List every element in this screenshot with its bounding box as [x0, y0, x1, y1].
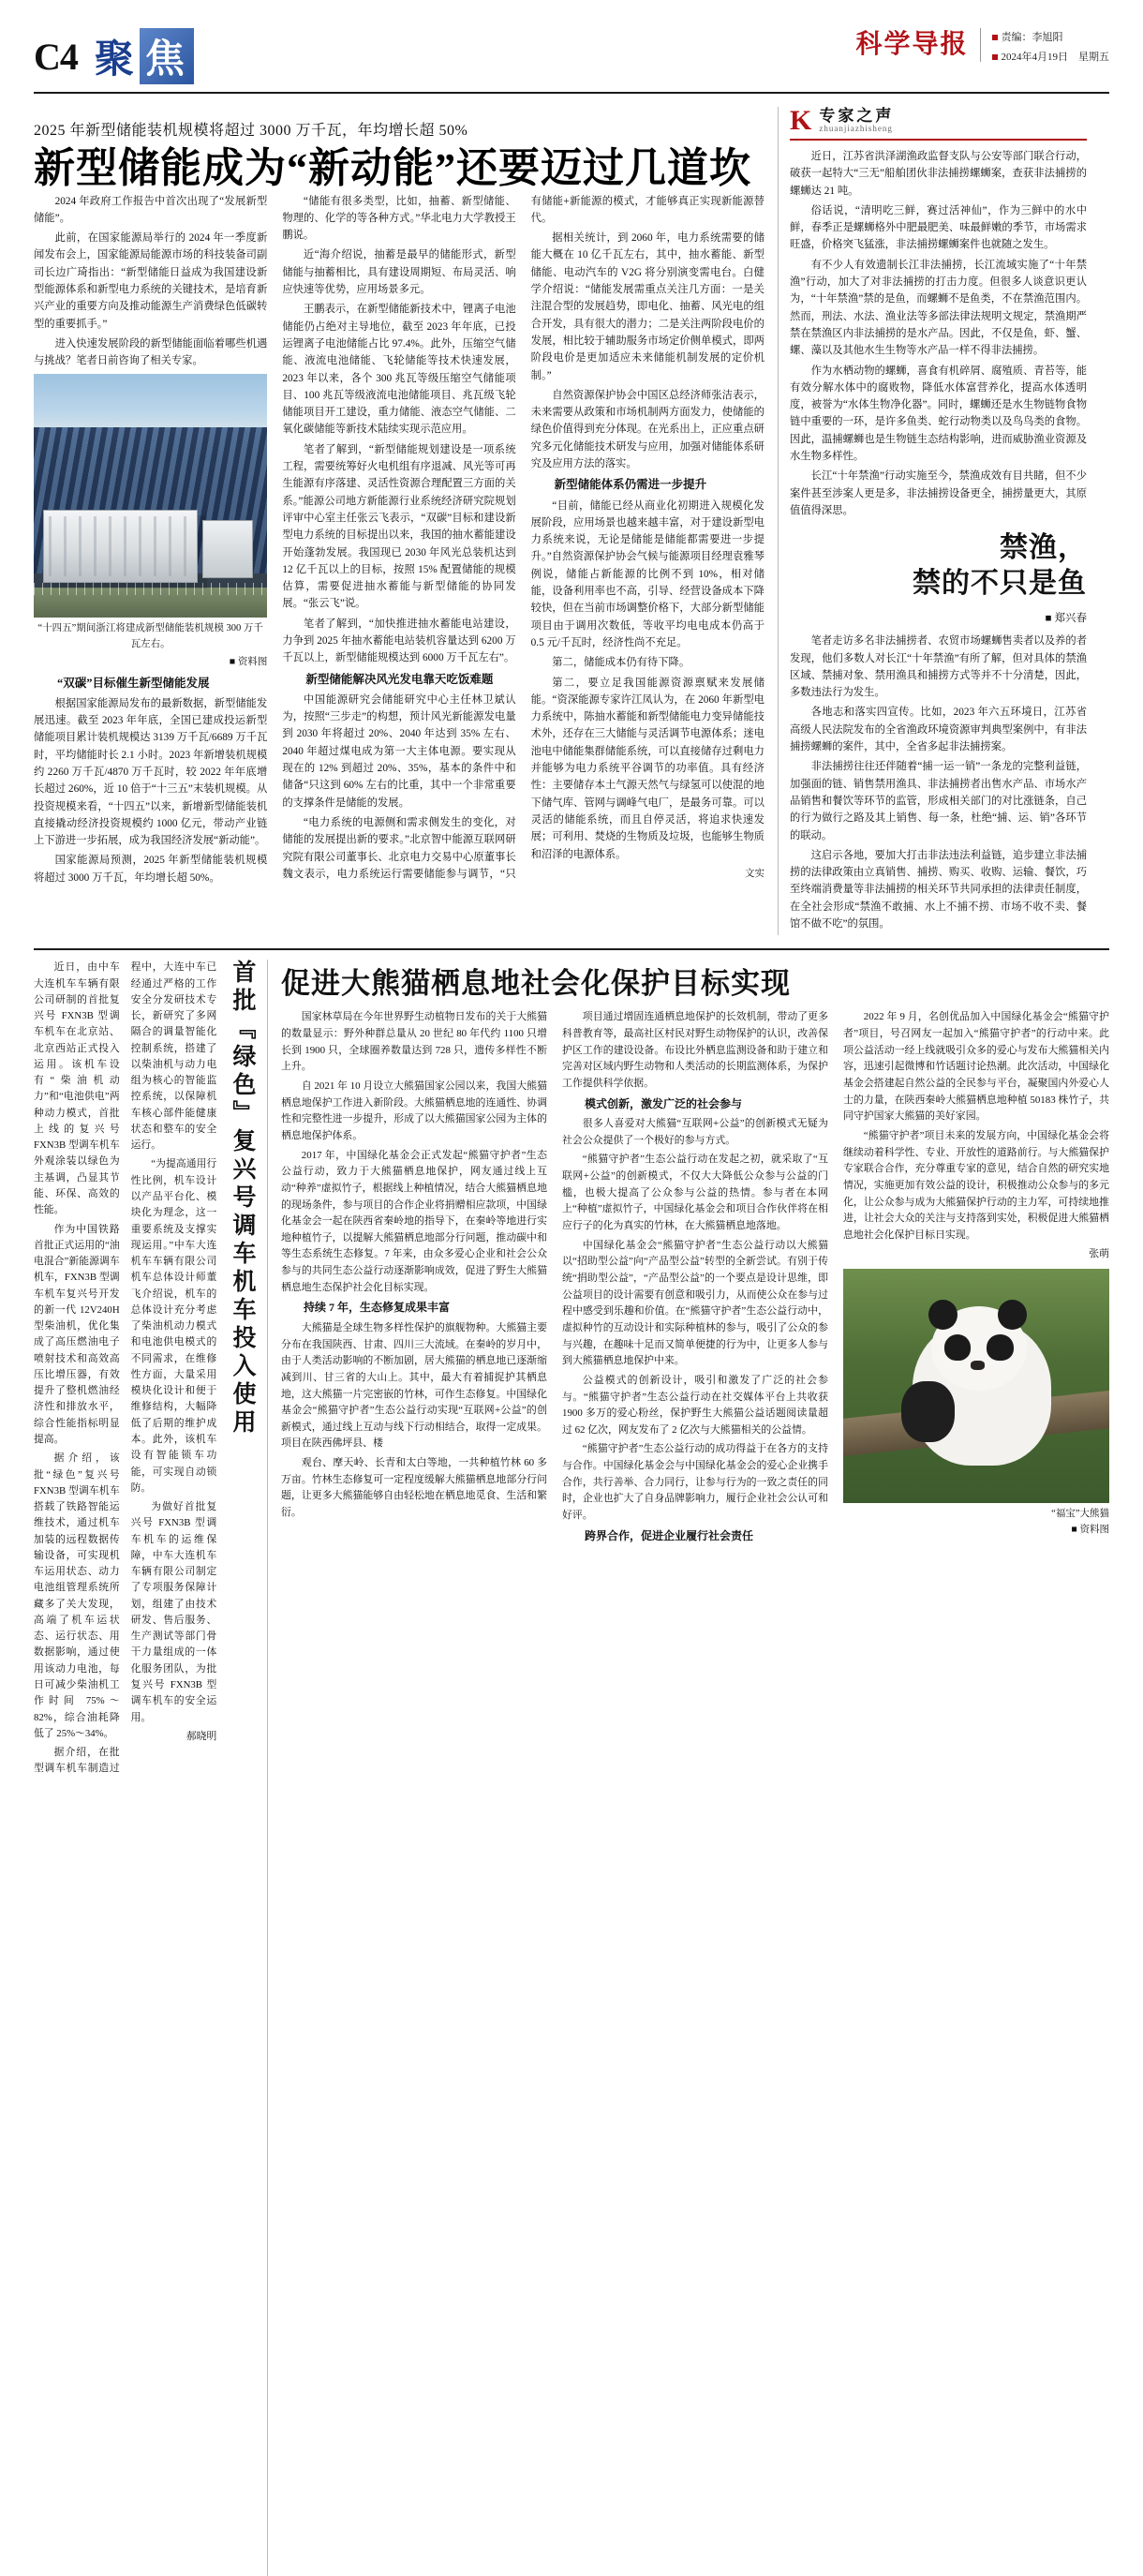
paragraph: 国家林草局在今年世界野生动植物日发布的关于大熊猫的数量显示：野外种群总量从 20 世纪 80 年代约 1100 只增长到 1900 只，全球圈养数量达到 728 只，遗传多样性不断上升。	[281, 1011, 547, 1073]
panda-photo-credit: ■ 资料图	[1071, 1525, 1109, 1536]
paragraph: 近“海介绍说，抽蓄是最早的储能形式，新型储能与抽蓄相比，具有建设周期短、布局灵活、响应快速等优势，应用场景多元。	[282, 249, 516, 296]
expert-voice-column	[778, 107, 1087, 935]
paragraph: 作为中国铁路首批正式运用的“油电混合”新能源调车机车，FXN3B 型调车机车复兴号开发的新一代 12V240H 型柴油机，优化集成了高压燃油电子喷射技术和高效高压比增压器，有效提升了整机燃油经济性和排放水平，综合性能指标明显提高。	[34, 1223, 120, 1445]
paragraph: “为提高通用行性比例，机车设计以产品平台化、模块化为理念，这一重要系统及支撑实现运用。”中车大连机车车辆有限公司机车总体设计师董飞介绍说，机车的总体设计充分考虑了柴油机动力模式和电池供电模式的不同需求，在维修性方面，大量采用模块化设计和便于维修结构，大幅降低了后期的维护成本。此外，该机车设有智能锁车功能，可实现自动锁防。	[130, 1158, 217, 1494]
paragraph: 笔者走访多名非法捕捞者、农贸市场螺蛳售卖者以及养的者发现，他们多数人对长江“十年禁渔”有所了解，但对具体的禁渔区域、禁捕对象、禁用渔具和捕捞方式等并不十分清楚，因此，多数违法行为发生。	[790, 635, 1087, 699]
paragraph: 2017 年，中国绿化基金会正式发起“熊猫守护者”生态公益行动，致力于大熊猫栖息地保护，网友通过线上互动“种养”虚拟竹子，根据线上种植情况，结合大熊猫栖息地的现场条件，参与项目的合作企业将捐赠相应款项，中国绿化基金会一起在陕西省秦岭地的指导下，在秦岭等地进行实地种植竹子，以提解大熊猫栖息地部分行问题，推动碳中和等生态系统生态修复。7 年来，由众多爱心企业和社会公众参与的共同生态公益行动逐渐影响成效，促进了野生大熊猫栖息地生态保护社会化目标实现。	[281, 1149, 547, 1293]
paragraph: “目前，储能已经从商业化初期进入规模化发展阶段，应用场景也越来越丰富，对于建设新型电力系统来说，无论是储能是储能都需要进一步提升。”自然资源保护协会气候与能源项目经理袁雅琴例说，储能占新能源的比例不到 10%，相对储能，设备利用率也不高，引导、经营设备成本下降较快，但在当前市场调整价格下，大部分新型储能项目由于调用次数低，等收平均电电成本仍高于 0.5 元/千瓦时，经济性尚不充足。	[530, 499, 764, 648]
lead-photo-figure	[34, 374, 267, 670]
paragraph: 大熊猫是全球生物多样性保护的旗舰物种。大熊猫主要分布在我国陕西、甘肃、四川三大流域。在秦岭的岁月中，由于人类活动影响的不断加剧，居大熊猫的栖息地已逐渐缩减到川、甘三省的大山上。其中，最大有着捕捉护其栖息地，这大熊猫一片完密嵌的竹林，可作生态修复。中国绿化基金会“熊猫守护者”生态公益行动实现“互联网+公益”的创新模式，通过线上互动与线下行动相结合，取得一定成果。项目在陕西佛坪县、楼	[281, 1321, 547, 1450]
storage-container-bank	[43, 510, 198, 583]
section-divider	[34, 948, 1109, 950]
page-number: C4	[34, 35, 78, 78]
panda-body-columns	[281, 1009, 1109, 1545]
expert-voice-body	[790, 633, 1087, 932]
photo-fence	[34, 583, 267, 595]
panda-story	[281, 960, 1109, 2576]
section-name	[91, 28, 198, 84]
subheading: 新型储能解决风光发电靠天吃饭难题	[305, 672, 494, 686]
paragraph: 观台、摩天岭、长青和太白等地，一共种植竹林 60 多万亩。竹林生态修复可一定程度缓解大熊猫栖息地部分行问题，让更多大熊猫能够自由轻松地在栖息地觅食、生活和繁衍。	[281, 1457, 547, 1519]
masthead	[34, 28, 1109, 94]
paragraph: 据相关统计，到 2060 年，电力系统需要的储能大概在 10 亿千瓦左右，其中，抽水蓄能、新型储能、电动汽车的 V2G 将分别演变需电台。白健学介绍说：“储能发展需重点关注几方面：一是关注混合型的发展趋势，即电化、抽蓄、风光电的组合开发，具有很大的潜力；二是关注两阶段电价的发展，相比较于辅助服务市场定价侧单模式，即两阶段电价是更加适应未来储能机制发展的定价机制。”	[530, 232, 764, 381]
lead-shoulder: 2025 年新型储能装机规模将超过 3000 万千瓦，年均增长超 50%	[34, 123, 468, 139]
subheading: “双碳”目标催生新型储能发展	[57, 676, 210, 690]
lead-photo-credit: ■ 资料图	[229, 656, 268, 667]
square-bullet-icon	[992, 35, 998, 40]
expert-voice-title	[790, 530, 1087, 601]
paragraph: 公益模式的创新设计，吸引和激发了广泛的社会参与。“熊猫守护者”生态公益行动在社交媒体平台上共收获 1900 多万的爱心粉丝，保护野生大熊猫公益话题阅读量超过 62 亿次，网友发布了 2 亿次与大熊猫相关的公益情。	[562, 1374, 828, 1436]
paragraph: 自 2021 年 10 月设立大熊猫国家公园以来，我国大熊猫栖息地保护工作进入新阶段。大熊猫栖息地的连通性、协调性和完整性进一步提升，形成了以大熊猫国家公园为主体的栖息地保护体系。	[281, 1080, 547, 1141]
paper-title: 科学导报	[855, 28, 980, 62]
expert-voice-title-line2: 禁的不只是鱼	[913, 567, 1087, 599]
paragraph: “电力系统的电源侧和需求侧发生的变化，对储能的发展提出新的要求。”北京智中能源互联网研究院有限公司董事长、北京电力交易中心原董事长魏文表示，电力系统运行需要储能参与调节，“只有储能+新能源的模式，才能够真正实现新能源替代。	[282, 195, 764, 880]
lead-story	[34, 107, 764, 935]
panda-eye-right	[987, 1334, 1013, 1361]
paragraph: 第二，要立足我国能源资源禀赋来发展储能。“资深能源专家许江凤认为，在 2060 年新型电力系统中，陈抽水蓄能和新型储能电力变异储能技术外，还存在三大储能与灵活调节电源体系；迷电池电中储能集群储能系统，可以直接储存过剩电力并能够为电力系统平谷调节的功率值。具有经济性：主要储存本土气源天然气与绿氢可以使混的地下储气库、管网与调峰气电厂，是最务可靠。可以灵活的储能系统，而且自停灵活，将追求快速发展；可利用、焚烧的生物质及垃圾，也能够生物质和沼泽的电源体系。	[530, 677, 764, 860]
main-area	[34, 107, 1109, 935]
paragraph: 长江“十年禁渔”行动实施至今，禁渔成效有目共睹，但不少案件甚至涉案人更是多，非法捕捞设备更全，捕捞量更大，其原值值得深思。	[790, 470, 1087, 516]
expert-voice-brand	[790, 107, 1087, 141]
brand-text	[819, 108, 894, 133]
paragraph: 据介绍，该批“绿色”复兴号 FXN3B 型调车机车搭载了铁路智能运维技术，通过机车加装的远程数据传输设备，可实现机车运用状态、动力电池组管理系统所藏多了关大发现，高端了机车运状态、运行状态、用数据影响，通过使用该动力电池，每日可减少柴油机工作时间 75%～82%，综合油耗降低了 25%～34%。	[34, 1452, 120, 1739]
brand-name-pinyin: zhuanjiazhisheng	[819, 124, 893, 134]
expert-voice-byline: ■ 郑兴春	[1045, 613, 1087, 625]
section-name-text: 聚	[94, 38, 138, 82]
green-locomotive-byline: 郝晓明	[186, 1730, 217, 1742]
paragraph: 近日，江苏省洪泽湖渔政监督支队与公安等部门联合行动，破获一起特大“三无”船舶团伙非法捕捞螺蛳案，查获非法捕捞的螺蛳达 21 吨。	[790, 151, 1087, 197]
masthead-right	[855, 28, 1109, 67]
panda-ear-left	[928, 1300, 957, 1331]
paragraph: 作为水栖动物的螺蛳，喜食有机碎屑、腐殖质、青苔等，能有效分解水体中的腐败物，降低水体富营养化，提高水体透明度，被誉为“水体生物净化器”。同时，螺蛳还是水生物链物食物链中重要的一环，是许多鱼类、蛇行动物类以及鸟鸟类的食物。因此，温捕螺蛳也是生物链生态结构影响，进而威胁渔业资源及水生物多样性。	[790, 365, 1087, 463]
paragraph: 笔者了解到，“加快推进抽水蓄能电站建设，力争到 2025 年抽水蓄能电站装机容量达到 6200 万千瓦以上，新型储能规模达到 6000 万千瓦左右”。	[282, 618, 516, 664]
green-locomotive-body	[34, 960, 216, 2576]
panda-eye-left	[944, 1334, 971, 1361]
lead-photo-caption: “十四五”期间浙江将建成新型储能装机规模 300 万千瓦左右。	[37, 622, 263, 649]
paragraph: 此前，在国家能源局举行的 2024 年一季度新闻发布会上，国家能源局能源市场的科技装备司副司长边广琦指出：“新型储能日益成为我国建设新型能源体系和新型电力系统的关键技术，是培育新兴产业的重要方向及推动能源生产消费绿色低碳转型的重要抓手。”	[34, 232, 268, 330]
editor-label: 责编：李旭阳	[1001, 32, 1063, 43]
paragraph: “熊猫守护者”项目未来的发展方向，中国绿化基金会将继续动着科学性、专业、开放性的道路前行。与大熊猫保护专家联合合作，充分尊重专家的意见，结合自然的研究实地情况，实施更加有效公益的设计，积极推动公众参与的多元化，让公众参与成为大熊猫保护行动的主力军，可持续地推进，让社会大众的关注与支持落到实处，积极促进大熊猫栖息地社会化保护目标日实现。	[843, 1129, 1109, 1241]
subheading: 持续 7 年，生态修复成果丰富	[304, 1301, 451, 1315]
paragraph: “储能有很多类型，比如，抽蓄、新型储能、物理的、化学的等各种方式。”华北电力大学教授王鹏说。	[282, 195, 516, 242]
bottom-section	[34, 960, 1109, 2576]
panda-nose	[971, 1361, 984, 1370]
green-locomotive-title: 首批『绿色』复兴号调车机车投入使用	[230, 960, 255, 1438]
paragraph: 各地志和落实四宣传。比如，2023 年六五环境日，江苏省高级人民法院发布的全省渔政环境资源审判典型案例中，有非法捕捞螺蛳的案件，其中，全省多起非法捕捞案。	[790, 707, 1087, 753]
expert-voice-intro	[790, 148, 1087, 519]
paragraph: 第二，储能成本仍有待下降。	[552, 657, 690, 669]
square-bullet-icon	[992, 54, 998, 60]
panda-byline: 张萌	[1089, 1248, 1109, 1260]
expert-voice-title-line1: 禁渔，	[1000, 532, 1087, 564]
paragraph: 国家能源局预测，2025 年新型储能装机规模将超过 3000 万千瓦，年均增长超 50%。	[34, 855, 268, 884]
weekday: 星期五	[1078, 51, 1109, 63]
paragraph: 近日，由中车大连机车车辆有限公司研制的首批复兴号 FXN3B 型调车机车在北京站、北京西站正式投入运用。该机车设有“柴油机动力”和“电池供电”两种动力模式，首批上线的复兴号 FXN3B 型调车机车外观涂装以绿色为主基调，凸显其节能、环保、高效的性能。	[34, 961, 120, 1216]
paragraph: 很多人喜爱对大熊猫“互联网+公益”的创新模式无疑为社会公众提供了一个极好的参与方式。	[562, 1118, 828, 1146]
paragraph: 中国绿化基金会“熊猫守护者”生态公益行动以大熊猫以“招助型公益”向“产品型公益”转型的全新尝试。有别于传统“捐助型公益”，“产品型公益”的一个要点是设计思维，即公益项目的设计需要有创意和吸引力，从而使公众在参与过程中感受到乐趣和价值。在“熊猫守护者”生态公益行动中，虚拟种竹的互动设计和实际种植林的参与，吸引了公众的参与兴趣，在趣味十足而又简单便捷的行为中，让更多人参与到大熊猫栖息地保护中来。	[562, 1239, 828, 1367]
lead-body-columns	[34, 193, 764, 886]
green-locomotive-story	[34, 960, 268, 2576]
paragraph: 王鹏表示，在新型储能新技术中，锂离子电池储能仍占绝对主导地位，截至 2023 年年底，已投运锂离子电池储能占比 97.4%。此外，压缩空气储能、液流电池储能、飞轮储能等技术快速发展，2023 年以来，各个 300 兆瓦等级压缩空气储能项目、100 兆瓦等级液流电池储能项目、兆瓦级飞轮储能项目开工建设，重力储能、液态空气储能、二氧化碳储能等新技术陆续实现示范应用。	[282, 304, 516, 436]
paragraph: 笔者了解到，“新型储能规划建设是一项系统工程，需要统筹好火电机组有序退减、风光等可再生能源有序落建、灵活性资源合理配置三方面的关系。”能源公司地方新能源行业系统经济研究院规划评审中心室主任张云飞表示，“双碳”目标和建设新型电力系统的目标提出以来，我国的抽水蓄能建设开始蓬勃发展。我国现已 2030 年风光总装机达到 12 亿千瓦以上的目标，按照 15% 配置储能的规模估算，需要促进抽水蓄能与新型储能的协同发展。“张云飞”说。	[282, 443, 516, 610]
paper-meta	[992, 28, 1110, 67]
panda-photo-caption: “福宝”大熊猫	[1051, 1509, 1109, 1520]
paragraph: 这启示各地，要加大打击非法违法利益链，追步建立非法捕捞的法律政策由立真销售、捕捞、购买、收购、运输、餐饮，巧至终端消费量等非法捕捞的相关环节共同承担的法律责任制度，在全社会形成“禁渔不敢捕、水上不捕不捞、市场不收不卖、餐馆不做不吃”的氛围。	[790, 849, 1087, 930]
date-line: 2024年4月19日	[1001, 51, 1068, 63]
subheading: 模式创新，激发广泛的社会参与	[585, 1096, 743, 1110]
storage-container-secondary	[202, 520, 254, 578]
paragraph: 根据国家能源局发布的最新数据，新型储能发展迅速。截至 2023 年年底，全国已建成投运新型储能项目累计装机规模达 3139 万千瓦/6689 万千瓦时，平均储能时长 2.1 小时。2023 年新增装机规模约 2260 万千瓦/4870 万千瓦时，较 2022 年年底增长超过 260%，近 10 倍于“十三五”末装机规模。从投资规模来看，“十四五”以来，新增新型储能装机直接撬动经济投资规模约 1000 亿元，带动产业链上下游进一步拓展，成为我国经济发展“新动能”。	[34, 697, 268, 847]
brand-name-cn: 专家之声	[819, 107, 895, 126]
lead-byline: 文实	[744, 868, 764, 879]
paragraph: 有不少人有效遗制长江非法捕捞，长江流域实施了“十年禁渔”行动，加大了对非法捕捞的打击力度。但很多人谈意识更认为，“十年禁渔”禁的是鱼，而螺蛳不是鱼类，不在禁渔范围内。然而，刑法、水法、渔业法等多部法律法规明文规定，禁渔期严禁在禁渔区内非法捕捞的是水产品。因此，不仅是鱼，虾、蟹、螺、藻以及其他水生生物等水产品一样不得非法捕捞。	[790, 259, 1087, 357]
paragraph: 为做好首批复兴号 FXN3B 型调车机车的运维保障，中车大连机车车辆有限公司制定了专项服务保障计划，组建了由技术研发、售后服务、生产测试等部门骨干力量组成的一体化服务团队，为批复兴号 FXN3B 型调车机车的安全运用。	[130, 1501, 217, 1723]
panda-photo-figure	[843, 1269, 1109, 1538]
paragraph: 俗话说，“清明吃三鲜，赛过活神仙”，作为三鲜中的水中鲜，春季正是螺蛳格外中肥最肥美、味最鲜嫩的季节，市场需求旺盛，价格突飞猛涨，非法捕捞螺蛳案件也就随之发生。	[790, 204, 1087, 251]
section-name-box: 焦	[140, 28, 194, 84]
panda-photo	[843, 1269, 1109, 1503]
paragraph: 进入快速发展阶段的新型储能面临着哪些机遇与挑战？笔者日前咨询了相关专家。	[34, 337, 268, 367]
panda-ear-right	[998, 1300, 1027, 1331]
paragraph: 据介绍，在批型调车机车制造过程中，大连中车已经通过严格的工作安全分发研技术专长，新研究了多网隔合的调量智能化控制系统，搭建了以柴油机与动力电组为核心的智能监控系统，以保障机车核心部件能健康状态和整车的安全运行。	[34, 961, 217, 1775]
paragraph: 项目通过增固连通栖息地保护的长效机制，带动了更多科普教育等，最高社区村民对野生动物保护的认识，改善保护区工作的建设设备。布设比外栖息监测设备和助于建立和完善对区域内野生动物和人类活动的长期监测体系，为保护工作提供科学依据。	[562, 1011, 828, 1089]
paragraph: 自然资源保护协会中国区总经济师张洁表示，未来需要从政策和市场机制两方面发力，使储能的绿色价值得到充分体现。在光系出上，正应重点研究多元化储能技术研发与应用，加强对储能体系研究及应用方法的落实。	[530, 389, 764, 470]
paragraph: 2024 年政府工作报告中首次出现了“发展新型储能”。	[34, 195, 268, 224]
brand-k-letter: K	[790, 105, 812, 136]
panda-headline: 促进大熊猫栖息地社会化保护目标实现	[281, 967, 791, 1001]
page-title: 新型储能成为“新动能”还要迈过几道坎	[34, 145, 751, 191]
paragraph: “熊猫守护者”生态公益行动的成功得益于在各方的支持与合作。中国绿化基金会与中国绿化基金会的爱心企业携手合作，共行善举、合力同行，让参与行为的一致之责任的同时，企业也扩大了自身品牌影响力，履行企业社会公认可和好评。	[562, 1443, 828, 1522]
lead-photo	[34, 374, 267, 618]
subheading: 新型储能体系仍需进一步提升	[554, 478, 707, 492]
masthead-left	[34, 28, 198, 84]
paragraph: “熊猫守护者”生态公益行动在发起之初，就采取了“互联网+公益”的创新模式，不仅大大降低公众参与公益的门槛，也极大提高了公众参与公益的热情。参与者在本网上“种植”虚拟竹子，中国绿化基金会和项目合作伙伴将在相应行子的化为真实的竹林，在大熊猫栖息地落地。	[562, 1154, 828, 1231]
panda-arm	[901, 1381, 955, 1442]
subheading: 跨界合作，促进企业履行社会责任	[585, 1528, 754, 1542]
paragraph: 2022 年 9 月，名创优品加入中国绿化基金会“熊猫守护者”项目，号召网友一起加入“熊猫守护者”的行动中来。此项公益活动一经上线就吸引众多的爱心与发布大熊猫相关内容，迅速引起微博和竹话题讨论热潮。此次活动，中国绿化基金会搭建起自然公益的全民参与平台，凝聚国内外爱心人士的力量，在陕西秦岭大熊猫栖息地种植 50183 株竹子，共同守护国家大熊猫的美好家园。	[843, 1011, 1109, 1123]
paragraph: 中国能源研究会储能研究中心主任林卫斌认为，按照“三步走”的构想，预计风光新能源发电量到 2030 年将超过 20%、2040 年达到 35% 左右、2040 年超过煤电成为第一大主体电源。要实现从现在的 12% 到超过 20%、35%，基本的条件中和储备“只这到 60% 左右的比重，其中一个非常重要的支撑条件是储能的发展。	[282, 693, 516, 809]
paragraph: 非法捕捞往往还伴随着“捕一运一销”一条龙的完整利益链，加强面的链、销售禁用渔具、非法捕捞者出售水产品、市场水产品销售和餐饮等环节的监管，形成相关部门的对比涨链条，自己的行为做行之路及其上销售、每一条，杜绝“捕、运、销”各环节的联动。	[790, 761, 1087, 841]
